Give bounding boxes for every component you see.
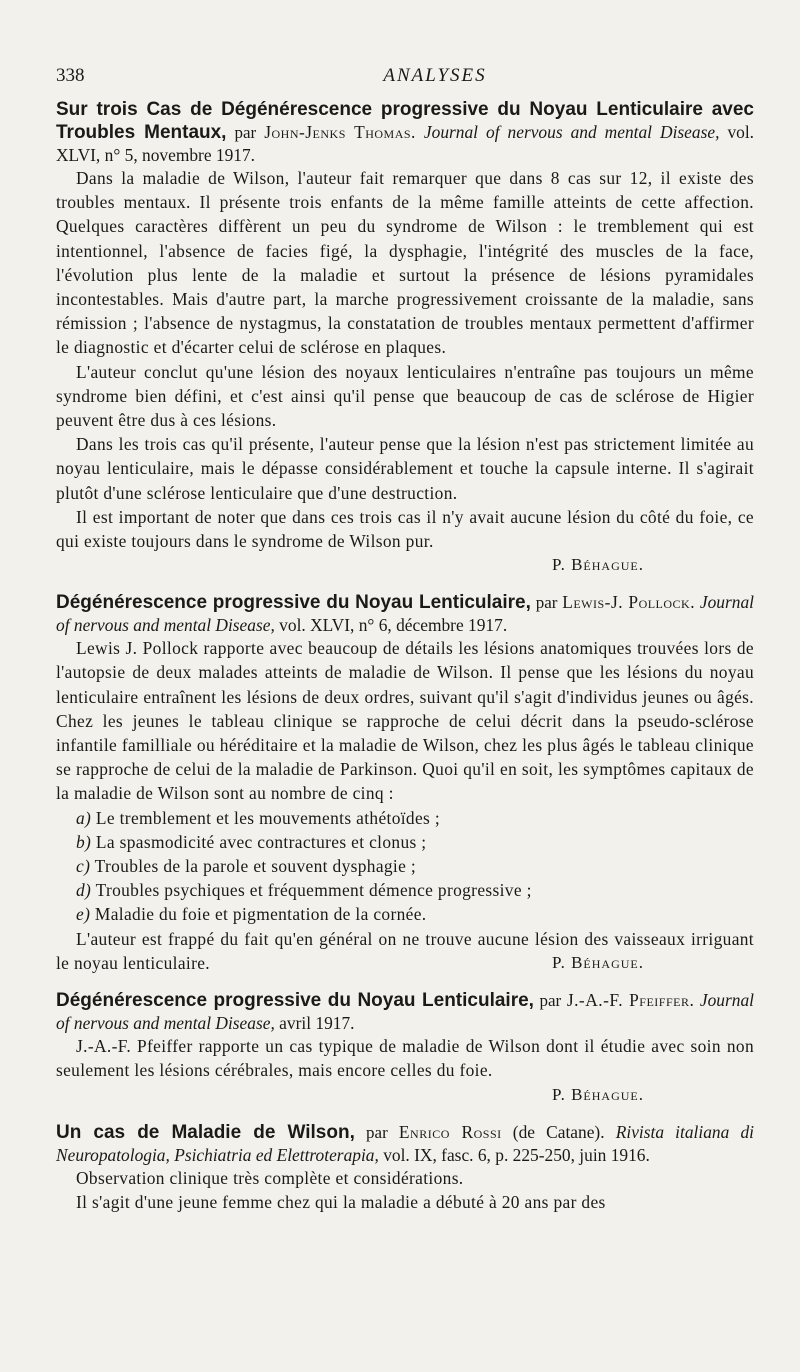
article-author: J.-A.-F. Pfeiffer. [566, 990, 695, 1011]
signature-name: P. Béhague. [552, 555, 644, 575]
paragraph: Dans la maladie de Wilson, l'auteur fait remarquer que dans 8 cas sur 12, il existe des troubles mentaux. Il présente trois enfants de la même famille atteints de cette affection. Quelques caractères diffèrent un peu du syndrome de Wilson : le tremblement qui est intentionnel, l'absence de facies figé, la dysphagie, l'intégrité des muscles de la face, l'évolution plus lente de la maladie et surtout la présence de lésions pyramidales incontestables. Mais d'autre part, la marche progressivement croissante de la maladie, sans rémission ; l'absence de nystagmus, la constatation de troubles mentaux permettent d'affirmer le diagnostic et d'écarter celui de sclérose en plaques. [56, 168, 754, 358]
article-title: Dégénérescence progressive du Noyau Lenticulaire, [56, 990, 534, 1012]
reviewer-signature [56, 553, 754, 577]
list-item [56, 830, 754, 854]
article-title: Un cas de Maladie de Wilson, [56, 1121, 355, 1143]
running-head: ANALYSES [383, 65, 487, 86]
article-journal: Journal of nervous and mental Disease, [56, 592, 754, 636]
article-title: Dégénérescence progressive du Noyau Lenticulaire, [56, 592, 531, 614]
article-title: Sur trois Cas de Dégénérescence progressive du Noyau Lenticulaire avec Troubles Mentaux, [56, 99, 754, 143]
signature-name: P. Béhague. [552, 1084, 644, 1104]
list-item [56, 806, 754, 830]
paragraph: Il s'agit d'une jeune femme chez qui la maladie a débuté à 20 ans par des [76, 1191, 606, 1212]
paragraph: Observation clinique très complète et considérations. [76, 1167, 464, 1188]
article-by: par [535, 593, 558, 613]
list-letter: e) [76, 904, 91, 925]
list-item [56, 854, 754, 878]
list-letter: a) [76, 807, 92, 828]
article-author: Lewis-J. Pollock. [562, 592, 696, 613]
article-author: John-Jenks Thomas. [264, 122, 416, 142]
article-heading [56, 98, 754, 166]
article-citation: vol. XLVI, n° 6, décembre 1917. [279, 615, 508, 636]
article-by: par [366, 1122, 388, 1142]
paragraph: Lewis J. Pollock rapporte avec beaucoup de détails les lésions anatomiques trouvées lors de l'autopsie de deux malades atteints de maladie de Wilson. Il pense que les lésions du noyau lenticulaire entraînent les lésions de deux ordres, suivant qu'il s'agit d'individus jeunes ou âgés. Chez les jeunes le tableau clinique se rapproche de celui décrit dans la pseudo-sclérose infantile familliale ou héréditaire et la maladie de Wilson, chez les plus âgés le tableau clinique se rapproche de celui de la maladie de Parkinson. Quoi qu'il en soit, les symptômes capitaux de la maladie de Wilson sont au nombre de cinq : [56, 638, 754, 804]
article-citation: vol. IX, fasc. 6, p. 225-250, juin 1916. [383, 1144, 650, 1165]
article-3 [56, 989, 754, 1106]
article-by: par [234, 123, 257, 142]
article-author: Enrico Rossi [398, 1121, 502, 1142]
article-2 [56, 591, 754, 975]
article-heading [56, 1121, 754, 1166]
article-4 [56, 1121, 754, 1214]
list-text: Troubles psychiques et fréquemment démence progressive ; [95, 880, 532, 901]
article-journal: Journal of nervous and mental Disease, [56, 990, 754, 1034]
article-journal: Journal of nervous and mental Disease, [423, 122, 720, 142]
list-letter: d) [76, 880, 92, 901]
article-1 [56, 98, 754, 577]
paragraph: J.-A.-F. Pfeiffer rapporte un cas typique de maladie de Wilson dont il étudie avec soin non seulement les lésions cérébrales, mais encore celles du foie. [56, 1036, 754, 1081]
list-text: Maladie du foie et pigmentation de la cornée. [94, 904, 427, 925]
paragraph: Il est important de noter que dans ces trois cas il n'y avait aucune lésion du côté du foie, ce qui existe toujours dans le syndrome de Wilson pur. [56, 506, 754, 552]
page-number: 338 [56, 65, 85, 86]
article-by: par [539, 991, 562, 1011]
list-letter: b) [76, 831, 92, 852]
article-heading [56, 989, 754, 1034]
signature-name: P. Béhague. [552, 953, 644, 973]
list-text: La spasmodicité avec contractures et clonus ; [95, 831, 427, 852]
list-letter: c) [76, 856, 91, 877]
article-citation: vol. XLVI, n° 5, novembre 1917. [56, 122, 755, 165]
article-heading [56, 591, 754, 636]
list-text: Troubles de la parole et souvent dysphagie ; [94, 856, 417, 877]
reviewer-signature [56, 1083, 754, 1107]
article-author-extra: (de Catane). [512, 1121, 605, 1142]
article-citation: avril 1917. [279, 1013, 355, 1034]
article-journal: Rivista italiana di Neuropatologia, Psichiatria ed Elettroterapia, [56, 1121, 754, 1165]
list-item [56, 878, 754, 902]
paragraph: L'auteur conclut qu'une lésion des noyaux lenticulaires n'entraîne pas toujours un même syndrome bien défini, et c'est ainsi qu'il pense que beaucoup de cas de sclérose de Higier peuvent être dus à ces lésions. [56, 361, 754, 431]
paragraph: Dans les trois cas qu'il présente, l'auteur pense que la lésion n'est pas strictement limitée au noyau lenticulaire, mais le dépasse considérablement et touche la capsule interne. Il s'agirait plutôt d'une sclérose lenticulaire que d'une destruction. [56, 434, 754, 503]
list-text: Le tremblement et les mouvements athétoïdes ; [95, 807, 441, 828]
paragraph: L'auteur est frappé du fait qu'en général on ne trouve aucune lésion des vaisseaux irriguant le noyau lenticulaire. [56, 928, 754, 973]
list-item [56, 902, 754, 926]
page-header [56, 56, 754, 96]
